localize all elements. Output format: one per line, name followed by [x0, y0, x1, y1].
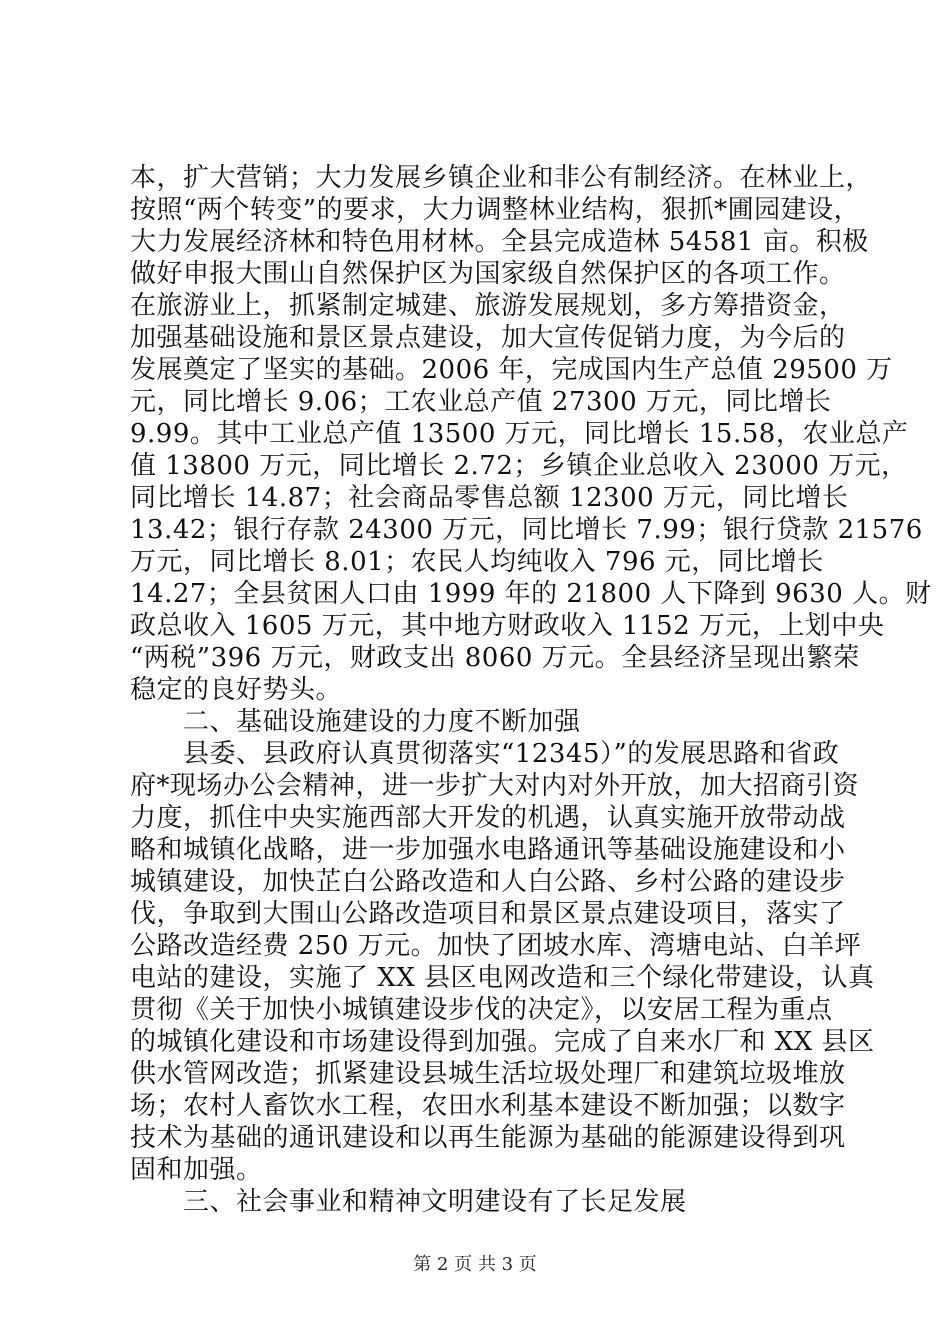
text-line: 公路改造经费 250 万元。加快了团坡水库、湾塘电站、白羊坪 [130, 931, 862, 961]
section-heading: 三、社会事业和精神文明建设有了长足发展 [130, 1187, 687, 1217]
text-line: 做好申报大围山自然保护区为国家级自然保护区的各项工作。 [130, 259, 846, 289]
text-line: 固和加强。 [130, 1155, 263, 1185]
text-line: 按照“两个转变”的要求，大力调整林业结构，狠抓*圃园建设， [130, 195, 861, 225]
document-body [130, 162, 932, 1218]
text-line: 9.99。其中工业总产值 13500 万元，同比增长 15.58，农业总产 [130, 419, 909, 449]
text-line: 力度，抓住中央实施西部大开发的机遇，认真实施开放带动战 [130, 803, 846, 833]
text-line: 城镇建设，加快芷白公路改造和人白公路、乡村公路的建设步 [130, 867, 846, 897]
text-line: 大力发展经济林和特色用材林。全县完成造林 54581 亩。积极 [130, 227, 869, 257]
text-line: 政总收入 1605 万元，其中地方财政收入 1152 万元，上划中央 [130, 611, 885, 641]
text-line: 本，扩大营销；大力发展乡镇企业和非公有制经济。在林业上， [130, 163, 873, 193]
text-line: 值 13800 万元，同比增长 2.72；乡镇企业总收入 23000 万元， [130, 451, 908, 481]
text-line: 贯彻《关于加快小城镇建设步伐的决定》，以安居工程为重点 [130, 995, 833, 1025]
text-line: 加强基础设施和景区景点建设，加大宣传促销力度，为今后的 [130, 323, 846, 353]
text-line: 场；农村人畜饮水工程，农田水利基本建设不断加强；以数字 [130, 1091, 846, 1121]
section-heading: 二、基础设施建设的力度不断加强 [130, 707, 581, 737]
text-line: 府*现场办公会精神，进一步扩大对内对外开放，加大招商引资 [130, 771, 860, 801]
text-line: 略和城镇化战略，进一步加强水电路通讯等基础设施建设和小 [130, 835, 846, 865]
text-line: 供水管网改造；抓紧建设县城生活垃圾处理厂和建筑垃圾堆放 [130, 1059, 846, 1089]
text-line: 县委、县政府认真贯彻落实“12345）”的发展思路和省政 [130, 739, 840, 769]
text-line: 元，同比增长 9.06；工农业总产值 27300 万元，同比增长 [130, 387, 832, 417]
text-line: 在旅游业上，抓紧制定城建、旅游发展规划，多方筹措资金， [130, 291, 846, 321]
page-number-footer: 第 2 页 共 3 页 [413, 1254, 537, 1275]
text-line: 伐，争取到大围山公路改造项目和景区景点建设项目，落实了 [130, 899, 846, 929]
text-line: 发展奠定了坚实的基础。2006 年，完成国内生产总值 29500 万 [130, 355, 893, 385]
text-line: 稳定的良好势头。 [130, 675, 343, 705]
text-line: 14.27；全县贫困人口由 1999 年的 21800 人下降到 9630 人。财 [130, 579, 932, 609]
text-line: “两税”396 万元，财政支出 8060 万元。全县经济呈现出繁荣 [130, 643, 860, 673]
text-line: 同比增长 14.87；社会商品零售总额 12300 万元，同比增长 [130, 483, 849, 513]
text-line: 万元，同比增长 8.01；农民人均纯收入 796 元，同比增长 [130, 547, 824, 577]
text-line: 电站的建设，实施了 XX 县区电网改造和三个绿化带建设，认真 [130, 963, 875, 993]
text-line: 技术为基础的通讯建设和以再生能源为基础的能源建设得到巩 [130, 1123, 846, 1153]
text-line: 的城镇化建设和市场建设得到加强。完成了自来水厂和 XX 县区 [130, 1027, 875, 1057]
text-line: 13.42；银行存款 24300 万元，同比增长 7.99；银行贷款 21576 [130, 515, 923, 545]
